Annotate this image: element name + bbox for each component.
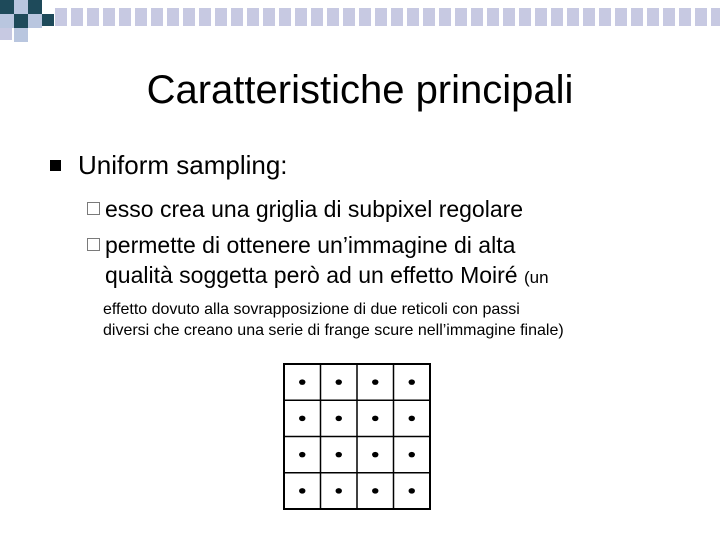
sub-bullet-text [105, 262, 549, 291]
subpixel-dot [336, 379, 342, 385]
subpixel-dot [336, 416, 342, 422]
paren-text: (un [523, 268, 549, 287]
subpixel-dot [372, 379, 378, 385]
note-line: diversi che creano una serie di frange scure nell’immagine finale) [103, 322, 564, 339]
subpixel-dot [372, 488, 378, 494]
moire-text: qualità soggetta però ad un effetto Moiré [105, 262, 518, 288]
slide-title: Caratteristiche principali [146, 68, 574, 112]
subpixel-dot [299, 488, 305, 494]
sub-bullet-text: permette di ottenere un’immagine di alta [105, 232, 516, 258]
subpixel-dot [372, 416, 378, 422]
note-line: effetto dovuto alla sovrapposizione di due reticoli con passi [103, 301, 520, 318]
subpixel-grid [283, 363, 433, 511]
subpixel-dot [336, 452, 342, 458]
hollow-square-bullet-icon [87, 202, 100, 215]
subpixel-dot [409, 416, 415, 422]
subpixel-dot [299, 452, 305, 458]
subpixel-dot [409, 452, 415, 458]
hollow-square-bullet-icon [87, 238, 100, 251]
subpixel-dot [299, 379, 305, 385]
main-bullet-text: Uniform sampling: [78, 150, 288, 180]
header-decoration [0, 0, 720, 44]
subpixel-dot [372, 452, 378, 458]
moire-note [103, 299, 703, 341]
subpixel-dot [409, 488, 415, 494]
subpixel-dot [336, 488, 342, 494]
square-bullet-icon [50, 160, 61, 171]
subpixel-dot [299, 416, 305, 422]
subpixel-dot [409, 379, 415, 385]
sub-bullet-text: esso crea una griglia di subpixel regolare [105, 196, 524, 222]
